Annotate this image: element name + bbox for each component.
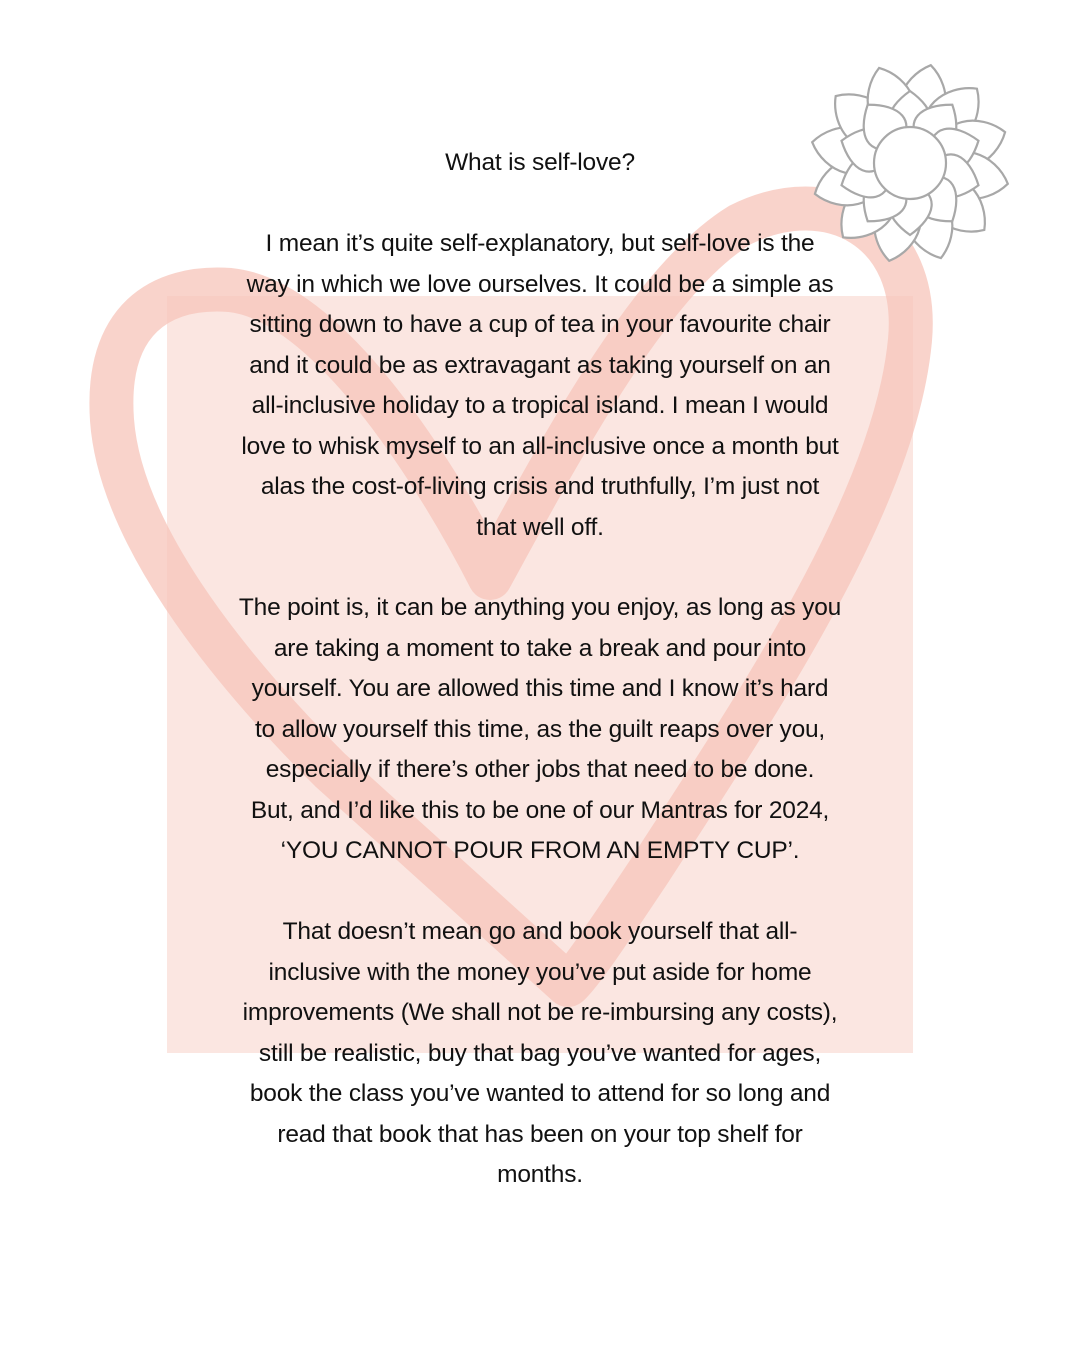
text-line: are taking a moment to take a break and pour into (273, 634, 807, 662)
text-line: inclusive with the money you’ve put aside for home (268, 958, 812, 986)
text-line: That doesn’t mean go and book yourself that all- (282, 918, 798, 945)
text-line: yourself. You are allowed this time and I know it’s hard (251, 675, 829, 702)
text-line: especially if there’s other jobs that need to be done. (265, 756, 815, 783)
text-line: all-inclusive holiday to a tropical island. I mean I would (251, 392, 829, 419)
text-line: that well off. (476, 513, 604, 541)
text-line: ‘YOU CANNOT POUR FROM AN EMPTY CUP’. (280, 837, 800, 864)
text-line: sitting down to have a cup of tea in your favourite chair (249, 311, 831, 338)
text-line: But, and I’d like this to be one of our Mantras for 2024, (250, 796, 830, 824)
text-line: months. (497, 1161, 583, 1188)
text-line: alas the cost-of-living crisis and truthfully, I’m just not (260, 473, 820, 500)
paragraph-2 (190, 588, 890, 872)
text-line: still be realistic, buy that bag you’ve wanted for ages, (258, 1039, 822, 1067)
text-line: and it could be as extravagant as taking yourself on an (249, 351, 831, 379)
text-line: to allow yourself this time, as the guilt reaps over you, (254, 715, 826, 743)
text-line: way in which we love ourselves. It could be a simple as (246, 270, 834, 298)
text-line: love to whisk myself to an all-inclusive once a month but (241, 432, 839, 460)
text-line: read that book that has been on your top shelf for (277, 1120, 803, 1148)
text-line: The point is, it can be anything you enjoy, as long as you (238, 594, 842, 621)
page-title: What is self-love? (445, 149, 635, 176)
text-line: improvements (We shall not be re-imbursing any costs), (242, 999, 838, 1026)
text-line: book the class you’ve wanted to attend for so long and (249, 1080, 831, 1107)
paragraph-1 (190, 224, 890, 548)
text-line: I mean it’s quite self-explanatory, but self-love is the (265, 230, 815, 257)
paragraph-3 (190, 912, 890, 1196)
